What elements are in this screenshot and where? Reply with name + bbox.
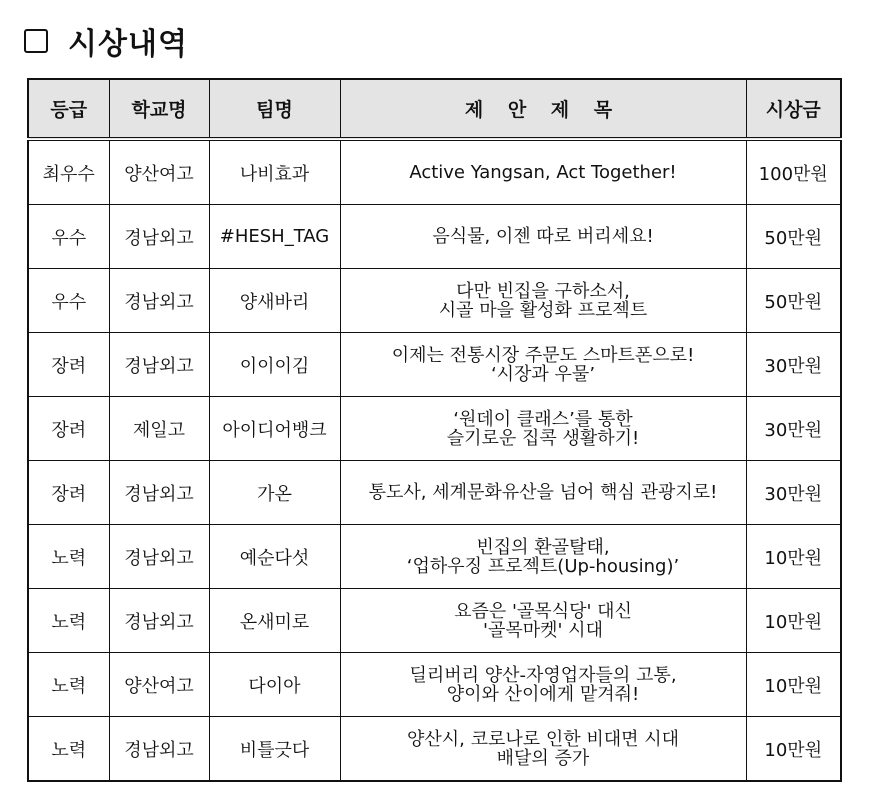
team-cell: 온새미로 [209, 589, 340, 653]
team-cell: 예순다섯 [209, 525, 340, 589]
title-cell [340, 333, 746, 397]
title-line: 요즘은 '골목식당' 대신 [454, 600, 632, 622]
header-row [28, 79, 841, 139]
title-line: 딜리버리 양산-자영업자들의 고통, [409, 664, 677, 686]
title-line: 빈집의 환골탈태, [476, 536, 610, 558]
header-prize: 시상금 [746, 79, 841, 139]
team-cell: 양새바리 [209, 269, 340, 333]
team-cell: 가온 [209, 461, 340, 525]
grade-cell: 노력 [28, 525, 109, 589]
header-grade: 등급 [28, 79, 109, 139]
team-cell: 이이이김 [209, 333, 340, 397]
title-cell [340, 717, 746, 782]
title-line: '골목마켓' 시대 [483, 619, 603, 641]
title-line: 이제는 전통시장 주문도 스마트폰으로! [391, 344, 695, 366]
prize-cell: 50만원 [746, 269, 841, 333]
title-line: 배달의 증가 [496, 747, 590, 769]
title-cell [340, 525, 746, 589]
prize-cell: 10만원 [746, 717, 841, 782]
school-cell: 양산여고 [109, 139, 209, 205]
grade-cell: 노력 [28, 653, 109, 717]
checkbox-icon [24, 29, 48, 53]
table-row [28, 461, 841, 525]
prize-cell: 30만원 [746, 333, 841, 397]
grade-cell: 장려 [28, 461, 109, 525]
header-school: 학교명 [109, 79, 209, 139]
title-line: 슬기로운 집콕 생활하기! [446, 427, 640, 449]
table-row [28, 205, 841, 269]
prize-cell: 50만원 [746, 205, 841, 269]
awards-table [27, 78, 842, 782]
school-cell: 경남외고 [109, 589, 209, 653]
title-cell [340, 139, 746, 205]
table-row [28, 525, 841, 589]
header-team: 팀명 [209, 79, 340, 139]
prize-cell: 100만원 [746, 139, 841, 205]
title-line: 통도사, 세계문화유산을 넘어 핵심 관광지로! [368, 482, 718, 503]
table-row [28, 269, 841, 333]
grade-cell: 노력 [28, 717, 109, 782]
school-cell: 경남외고 [109, 333, 209, 397]
school-cell: 경남외고 [109, 205, 209, 269]
table-row [28, 397, 841, 461]
prize-cell: 30만원 [746, 397, 841, 461]
prize-cell: 10만원 [746, 525, 841, 589]
school-cell: 양산여고 [109, 653, 209, 717]
title-line: ‘원데이 클래스’를 통한 [453, 408, 633, 430]
table-row [28, 653, 841, 717]
team-cell: #HESH_TAG [209, 205, 340, 269]
title-cell [340, 589, 746, 653]
title-line: Active Yangsan, Act Together! [409, 162, 677, 183]
grade-cell: 최우수 [28, 139, 109, 205]
prize-cell: 30만원 [746, 461, 841, 525]
section-heading [24, 22, 188, 60]
team-cell: 나비효과 [209, 139, 340, 205]
grade-cell: 우수 [28, 269, 109, 333]
title-line: ‘시장과 우물’ [490, 363, 596, 385]
school-cell: 경남외고 [109, 461, 209, 525]
title-line: 양이와 산이에게 맡겨줘! [446, 683, 640, 705]
table-row [28, 717, 841, 782]
school-cell: 제일고 [109, 397, 209, 461]
header-title: 제 안 제 목 [340, 79, 746, 139]
title-line: ‘업하우징 프로젝트(Up-housing)’ [406, 555, 680, 577]
title-cell [340, 205, 746, 269]
table-row [28, 589, 841, 653]
title-line: 음식물, 이젠 따로 버리세요! [432, 226, 654, 247]
section-title: 시상내역 [68, 27, 188, 62]
table-row [28, 333, 841, 397]
prize-cell: 10만원 [746, 589, 841, 653]
grade-cell: 우수 [28, 205, 109, 269]
team-cell: 아이디어뱅크 [209, 397, 340, 461]
table-row [28, 139, 841, 205]
title-line: 다만 빈집을 구하소서, [456, 280, 630, 302]
grade-cell: 장려 [28, 333, 109, 397]
grade-cell: 노력 [28, 589, 109, 653]
school-cell: 경남외고 [109, 717, 209, 782]
prize-cell: 10만원 [746, 653, 841, 717]
grade-cell: 장려 [28, 397, 109, 461]
title-line: 양산시, 코로나로 인한 비대면 시대 [406, 728, 680, 750]
title-cell [340, 461, 746, 525]
team-cell: 다이아 [209, 653, 340, 717]
title-cell [340, 397, 746, 461]
team-cell: 비틀긋다 [209, 717, 340, 782]
school-cell: 경남외고 [109, 269, 209, 333]
title-line: 시골 마을 활성화 프로젝트 [438, 299, 648, 321]
school-cell: 경남외고 [109, 525, 209, 589]
title-cell [340, 653, 746, 717]
title-cell [340, 269, 746, 333]
